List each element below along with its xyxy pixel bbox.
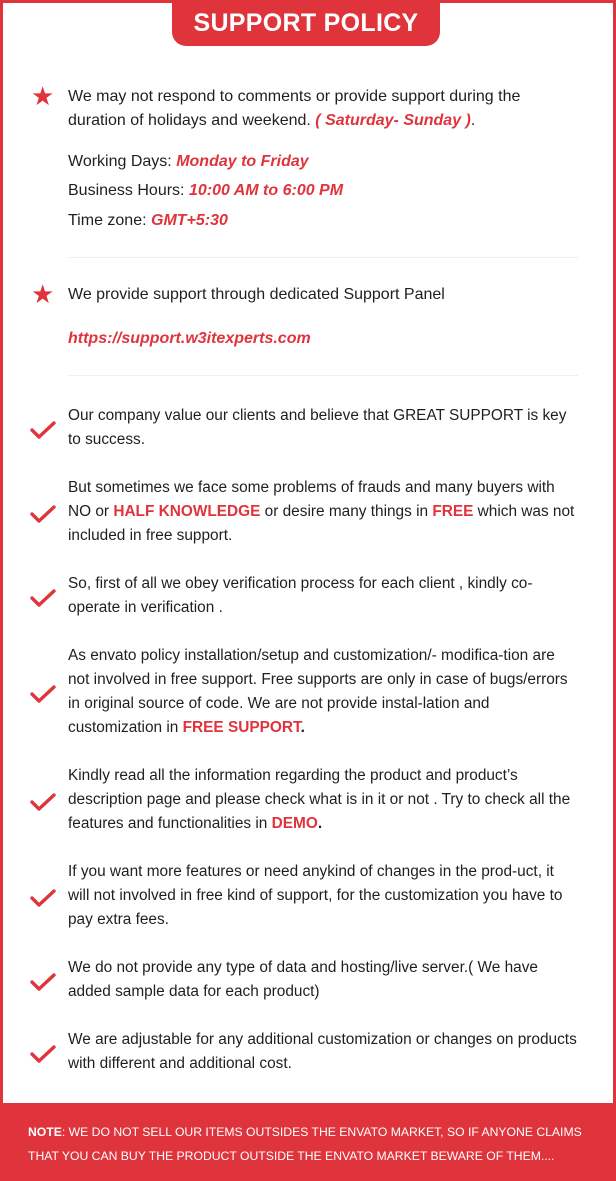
time-zone bbox=[68, 209, 228, 233]
business-hours-label: Business Hours: bbox=[68, 182, 189, 199]
support-panel-text: We provide support through dedicated Support Panel bbox=[68, 286, 445, 303]
checkmark-icon bbox=[30, 420, 56, 440]
policy-item bbox=[68, 572, 578, 620]
footer-note bbox=[0, 1103, 616, 1181]
footer-note-label: NOTE bbox=[28, 1125, 62, 1139]
policy-item-text: or desire many things in bbox=[260, 503, 433, 520]
checkmark-icon bbox=[30, 1044, 56, 1064]
policy-item-text: which was not included in free support. bbox=[68, 503, 575, 544]
holidays-tail: . bbox=[470, 112, 476, 129]
checkmark-icon bbox=[30, 684, 56, 704]
policy-item-text: If you want more features or need anykind of changes in the prod-uct, it will not involved in free kind of support, for the customization you have to pay extra fees. bbox=[68, 863, 563, 928]
policy-item-text: We are adjustable for any additional customization or changes on products with different and additional cost. bbox=[68, 1031, 577, 1072]
page-title bbox=[172, 0, 440, 46]
policy-item-text: But sometimes we face some problems of frauds and many buyers with NO or bbox=[68, 479, 555, 520]
holidays-sentence: We may not respond to comments or provide support during the duration of holidays and weekend. bbox=[68, 88, 521, 129]
highlight-text: DEMO bbox=[271, 815, 318, 832]
policy-item-text: Kindly read all the information regarding the product and product’s description page and please check what is in it or not . Try to check all the features and functionalities in bbox=[68, 767, 571, 832]
policy-item-text: Our company value our clients and believe that GREAT SUPPORT is key to success. bbox=[68, 407, 567, 448]
working-days-value: Monday to Friday bbox=[176, 153, 309, 170]
checkmark-icon bbox=[30, 792, 56, 812]
policy-item bbox=[68, 404, 578, 452]
working-days bbox=[68, 150, 309, 174]
policy-item bbox=[68, 956, 578, 1004]
divider bbox=[68, 375, 578, 376]
working-days-label: Working Days: bbox=[68, 153, 177, 170]
policy-item-text: We do not provide any type of data and hosting/live server.( We have added sample data for each product) bbox=[68, 959, 538, 1000]
footer-note-text: : WE DO NOT SELL OUR ITEMS OUTSIDES THE ENVATO MARKET, SO IF ANYONE CLAIMS THAT YOU CAN BUY THE PRODUCT OUTSIDE THE ENVATO MARKET BEWARE OF THEM.... bbox=[28, 1125, 582, 1163]
star-icon: ★ bbox=[31, 81, 55, 111]
page-title-text: SUPPORT POLICY bbox=[193, 8, 419, 37]
policy-item bbox=[68, 764, 578, 836]
checkmark-icon bbox=[30, 588, 56, 608]
highlight-text: FREE bbox=[432, 503, 474, 520]
time-zone-value: GMT+5:30 bbox=[151, 212, 228, 229]
policy-item-text: So, first of all we obey verification process for each client , kindly co-operate in verification . bbox=[68, 575, 533, 616]
checkmark-icon bbox=[30, 888, 56, 908]
highlight-text: FREE SUPPORT bbox=[182, 719, 301, 736]
policy-item-text: . bbox=[317, 815, 323, 832]
star-icon: ★ bbox=[31, 279, 55, 309]
policy-item-text: . bbox=[300, 719, 305, 736]
policy-item bbox=[68, 1028, 578, 1076]
policy-item bbox=[68, 476, 578, 548]
time-zone-label: Time zone: bbox=[68, 212, 151, 229]
business-hours-value: 10:00 AM to 6:00 PM bbox=[188, 182, 344, 199]
policy-item bbox=[68, 644, 578, 740]
business-hours bbox=[68, 179, 343, 203]
policy-item bbox=[68, 860, 578, 932]
checkmark-icon bbox=[30, 504, 56, 524]
divider bbox=[68, 257, 578, 258]
policy-item-text: As envato policy installation/setup and customization/- modifica-tion are not involved in free support. Free supports are only in case of bugs/errors in original source of code. We are not provide instal-lation and customization in bbox=[68, 647, 568, 736]
checkmark-icon bbox=[30, 972, 56, 992]
highlight-text: HALF KNOWLEDGE bbox=[113, 503, 261, 520]
weekend-highlight: ( Saturday- Sunday ) bbox=[315, 112, 471, 129]
holidays-text bbox=[68, 85, 578, 133]
support-panel-link[interactable]: https://support.w3itexperts.com bbox=[68, 330, 311, 347]
